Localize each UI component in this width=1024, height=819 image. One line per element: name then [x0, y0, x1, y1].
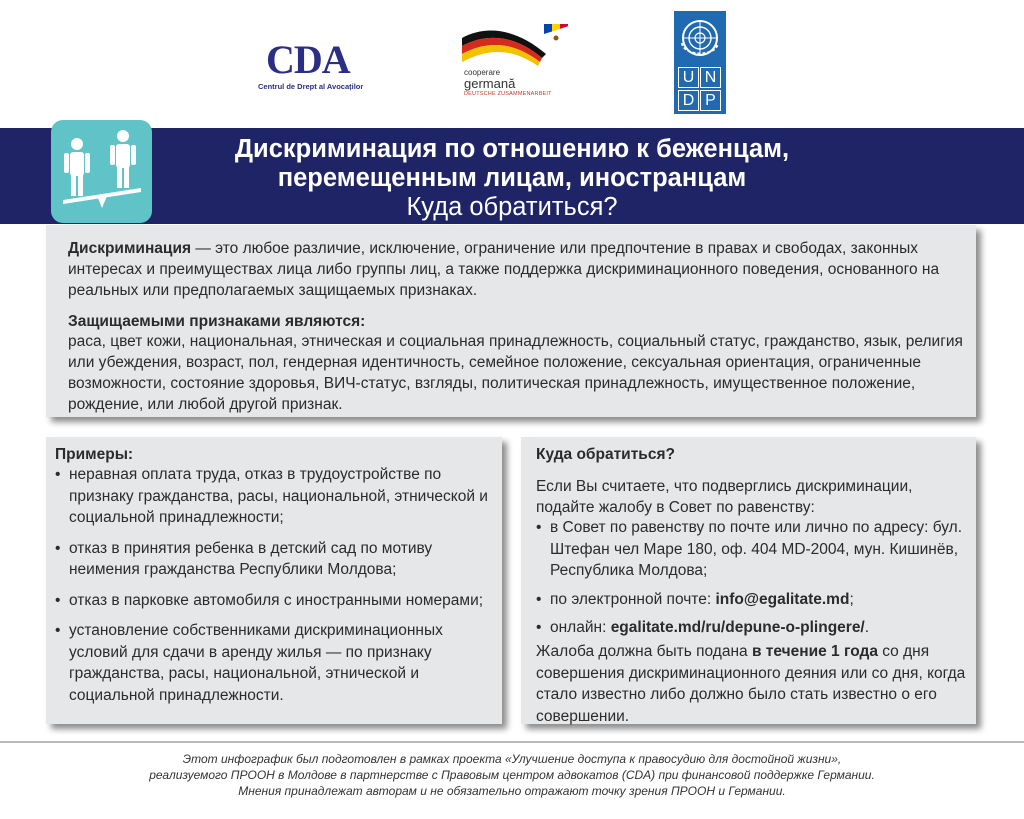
partner-logos [0, 0, 1024, 120]
where-email-suffix: ; [849, 590, 854, 608]
german-moldova-flag-swoosh-icon [458, 24, 576, 70]
list-item [55, 590, 495, 612]
bullet: • [55, 539, 61, 557]
footer-line1: Этот инфографик был подготовлен в рамках проекта «Улучшение доступа к правосудию для достойной жизни», [182, 752, 842, 766]
bullet: • [55, 591, 61, 609]
where-online-suffix: . [864, 619, 870, 636]
page-title-line2: перемещенным лицам, иностранцам [277, 164, 747, 192]
page-title-line1: Дискриминация по отношению к беженцам, [234, 135, 790, 163]
undp-letter: U [678, 67, 699, 88]
example-text: отказ в парковке автомобиля с иностранными номерами; [69, 591, 484, 609]
where-email-prefix: по электронной почте: [550, 590, 716, 608]
footer-line3: Мнения принадлежат авторам и не обязательно отражают точку зрения ПРООН и Германии. [238, 784, 786, 798]
footer-divider [0, 741, 1024, 743]
deadline-note [536, 641, 971, 727]
protected-grounds-text: раса, цвет кожи, национальная, этническая и социальная принадлежность, социальный статус, гражданство, язык, религия или убеждения, возраст, пол, гендерная идентичность, семейное положение, сексуальная ориентация, ограниченные возможности, состояние здоровья, ВИЧ-статус, взгляды, политическая принадлежность, имущественное положение, рождение, или любой другой признак. [68, 333, 963, 413]
coop-logo-line2: germană [464, 76, 516, 91]
list-item [55, 538, 495, 581]
complaint-url-link[interactable]: egalitate.md/ru/depune-o-plingere/ [610, 619, 865, 636]
german-cooperation-logo [458, 24, 576, 104]
list-item [536, 617, 971, 639]
definition-term: Дискриминация [68, 240, 192, 257]
definition-text: — это любое различие, исключение, ограничение или предпочтение в правах и свободах, законных интересах и преимуществах лица либо группы лиц, а также поддержка дискриминационного поведения, основанного на реальных или предполагаемых защищаемых признаках. [68, 240, 940, 299]
bullet: • [536, 519, 542, 536]
undp-letter: N [700, 67, 721, 88]
deadline-suffix: со дня совершения дискриминационного деяния или со дня, когда стало известно либо должно было стать известно о его совершении. [536, 643, 966, 725]
example-text: отказ в принятия ребенка в детский сад по мотиву неимения гражданства Республики Молдова; [69, 539, 433, 578]
examples-list [55, 464, 495, 715]
examples-heading: Примеры: [55, 446, 134, 463]
where-online-prefix: онлайн: [550, 619, 611, 636]
undp-letter: D [678, 90, 699, 111]
deadline-bold: в течение 1 года [751, 643, 878, 660]
cda-logo-subtitle: Centrul de Drept al Avocaților [258, 82, 364, 91]
where-list [536, 517, 971, 646]
example-text: установление собственниками дискриминационных условий для сдачи в аренду жилья — по признаку гражданства, расы, национальной, этнической и социальной принадлежности. [69, 622, 443, 704]
page-subtitle: Куда обратиться? [406, 193, 618, 221]
list-item [536, 589, 971, 611]
coop-logo-line3: DEUTSCHE ZUSAMMENARBEIT [464, 91, 552, 97]
where-address: в Совет по равенству по почте или лично по адресу: бул. Штефан чел Маре 180, оф. 404 MD-2004, мун. Кишинёв, Республика Молдова; [550, 519, 963, 579]
bullet: • [536, 590, 542, 608]
cda-logo-mark: CDA [266, 37, 350, 82]
definition-paragraph [68, 238, 968, 301]
list-item [55, 620, 495, 706]
undp-letter-grid [677, 67, 723, 113]
footer-line2: реализуемого ПРООН в Молдове в партнерстве с Правовым центром адвокатов (CDA) при финансовой поддержке Германии. [149, 768, 875, 782]
example-text: неравная оплата труда, отказ в трудоустройстве по признаку гражданства, расы, национальной, этнической и социальной принадлежности; [69, 466, 488, 526]
coop-logo-line1: cooperare [464, 68, 501, 77]
bullet: • [536, 619, 542, 636]
undp-letter: P [700, 90, 721, 111]
where-intro: Если Вы считаете, что подверглись дискриминации, подайте жалобу в Совет по равенству: [536, 478, 913, 516]
bullet: • [55, 622, 61, 639]
protected-grounds-heading: Защищаемыми признаками являются: [68, 313, 366, 330]
footer-disclaimer [0, 751, 1024, 799]
cda-logo [258, 37, 374, 91]
undp-logo [674, 11, 726, 114]
list-item [55, 464, 495, 529]
where-heading: Куда обратиться? [536, 446, 675, 463]
deadline-prefix: Жалоба должна быть подана [536, 643, 752, 660]
un-emblem-icon [674, 13, 726, 65]
email-link[interactable]: info@egalitate.md [715, 590, 850, 608]
bullet: • [55, 466, 61, 483]
list-item [536, 517, 971, 582]
